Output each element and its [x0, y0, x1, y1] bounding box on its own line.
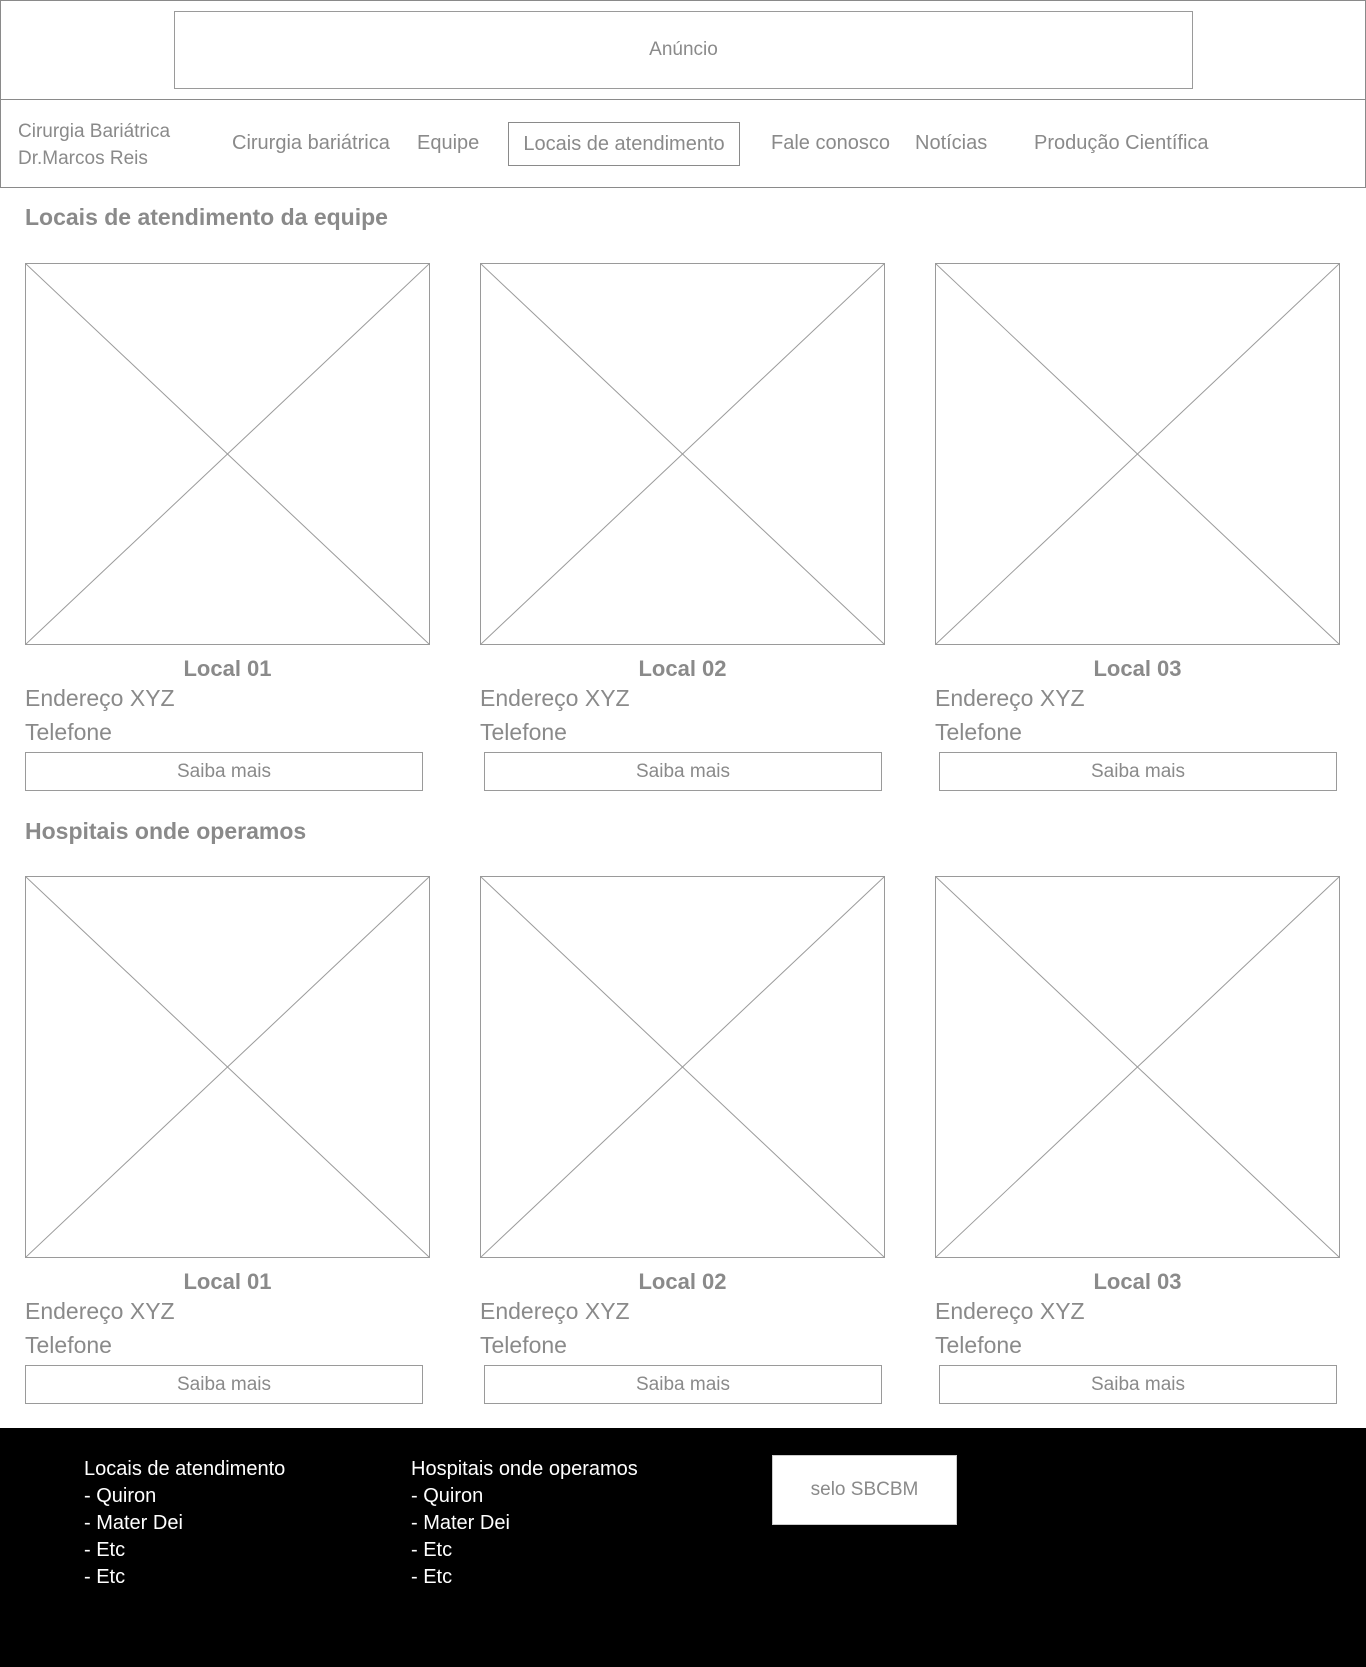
footer-heading[interactable]: Locais de atendimento [84, 1458, 286, 1480]
footer-link[interactable]: - Mater Dei [411, 1512, 510, 1534]
saiba-mais-button[interactable]: Saiba mais [25, 1365, 423, 1404]
ad-banner[interactable]: Anúncio [174, 11, 1193, 89]
card-title: Local 01 [183, 1269, 272, 1294]
section-title-locais: Locais de atendimento da equipe [25, 204, 388, 230]
footer-link[interactable]: - Etc [84, 1539, 126, 1561]
card-phone: Telefone [480, 1332, 567, 1358]
card-phone: Telefone [935, 1332, 1022, 1358]
hospital-image-placeholder [935, 876, 1340, 1258]
card-phone: Telefone [25, 719, 112, 745]
card-address: Endereço XYZ [25, 685, 175, 711]
card-address: Endereço XYZ [480, 1298, 630, 1324]
brand-logo[interactable] [18, 118, 170, 172]
section-title-hospitais: Hospitais onde operamos [25, 818, 307, 844]
footer-link[interactable]: - Mater Dei [84, 1512, 183, 1534]
card-title: Local 03 [1093, 1269, 1182, 1294]
card-phone: Telefone [480, 719, 567, 745]
card-address: Endereço XYZ [480, 685, 630, 711]
location-image-placeholder [25, 263, 430, 645]
saiba-mais-button[interactable]: Saiba mais [939, 752, 1337, 791]
card-address: Endereço XYZ [935, 685, 1085, 711]
footer-col-locais [84, 1456, 285, 1591]
saiba-mais-button[interactable]: Saiba mais [484, 1365, 882, 1404]
location-image-placeholder [935, 263, 1340, 645]
saiba-mais-button[interactable]: Saiba mais [484, 752, 882, 791]
saiba-mais-button[interactable]: Saiba mais [939, 1365, 1337, 1404]
nav-item-noticias[interactable]: Notícias [915, 132, 988, 154]
brand-line1: Cirurgia Bariátrica [18, 121, 171, 142]
hospital-image-placeholder [480, 876, 885, 1258]
footer-link[interactable]: - Quiron [411, 1485, 484, 1507]
card-title: Local 02 [638, 656, 727, 681]
footer-link[interactable]: - Etc [411, 1539, 453, 1561]
footer-link[interactable]: - Etc [411, 1566, 453, 1588]
nav-item-fale-conosco[interactable]: Fale conosco [771, 132, 890, 154]
nav-item-equipe[interactable]: Equipe [417, 132, 480, 154]
brand-line2: Dr.Marcos Reis [18, 148, 148, 169]
footer-col-hospitais [411, 1456, 638, 1591]
card-address: Endereço XYZ [935, 1298, 1085, 1324]
footer-link[interactable]: - Quiron [84, 1485, 157, 1507]
footer-heading[interactable]: Hospitais onde operamos [411, 1458, 638, 1480]
nav-item-producao-cientifica[interactable]: Produção Científica [1034, 132, 1209, 154]
card-title: Local 01 [183, 656, 272, 681]
card-address: Endereço XYZ [25, 1298, 175, 1324]
footer-link[interactable]: - Etc [84, 1566, 126, 1588]
hospital-image-placeholder [25, 876, 430, 1258]
sbcbm-seal: selo SBCBM [772, 1455, 957, 1525]
nav-item-locais-de-atendimento[interactable]: Locais de atendimento [508, 122, 740, 166]
card-phone: Telefone [25, 1332, 112, 1358]
location-image-placeholder [480, 263, 885, 645]
nav-item-cirurgia-bariatrica[interactable]: Cirurgia bariátrica [232, 132, 390, 154]
card-title: Local 02 [638, 1269, 727, 1294]
card-title: Local 03 [1093, 656, 1182, 681]
card-phone: Telefone [935, 719, 1022, 745]
saiba-mais-button[interactable]: Saiba mais [25, 752, 423, 791]
